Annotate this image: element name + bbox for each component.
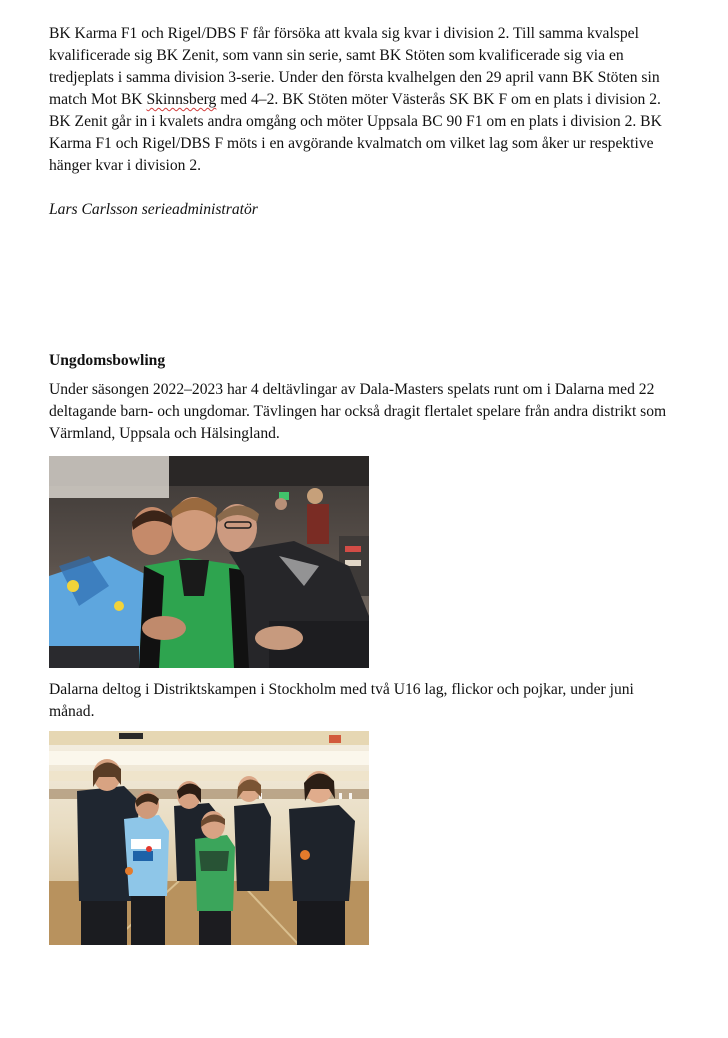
section-heading: Ungdomsbowling bbox=[49, 352, 166, 369]
body-paragraph-qualification bbox=[49, 23, 679, 177]
body-paragraph-distriktskampen: Dalarna deltog i Distriktskampen i Stockholm med två U16 lag, flickor och pojkar, under juni månad. bbox=[49, 681, 634, 720]
spellcheck-flagged-word: Skinnsberg bbox=[146, 91, 217, 108]
document-page bbox=[49, 23, 679, 945]
photo-team-group bbox=[49, 731, 369, 945]
author-signature: Lars Carlsson serieadministratör bbox=[49, 201, 258, 218]
body-paragraph-dala-masters: Under säsongen 2022–2023 har 4 deltävlingar av Dala-Masters spelats runt om i Dalarna med 22 deltagande barn- och ungdomar. Tävlingen har också dragit flertalet spelare från andra distrikt som Värmland, Uppsala och Hälsingland. bbox=[49, 381, 667, 442]
paragraph-text: BK Karma F1 och Rigel/DBS F får försöka att kvala sig kvar i division 2. Till samma kvalspel kvalificerade sig BK Zenit, som vann sin serie, samt BK Stöten som kvalificerade sig via en tredjeplats i samma division 3-serie. Under den första kvalhelgen den 29 april vann BK Stöten sin match Mot BK bbox=[49, 25, 660, 108]
photo-three-boys bbox=[49, 456, 369, 668]
paragraph-text: med 4–2. BK Stöten möter Västerås SK BK F om en plats i division 2. BK Zenit går in i kvalets andra omgång och möter Uppsala BC 90 F1 om en plats i division 2. BK Karma F1 och Rigel/DBS F möts i en avgörande kvalmatch om vilket lag som åker ur respektive hänger kvar i division 2. bbox=[49, 91, 662, 174]
